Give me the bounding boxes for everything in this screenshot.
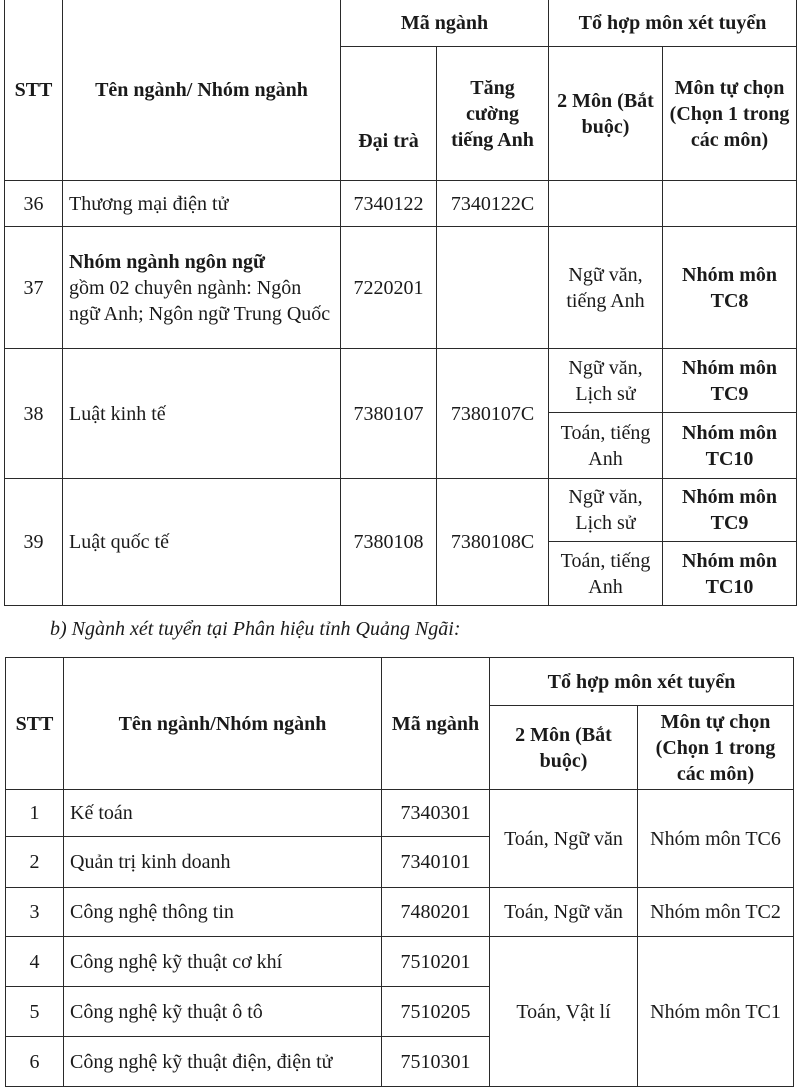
row-code-regular: 7220201 [341, 227, 437, 349]
row-stt: 37 [5, 227, 63, 349]
row-elective-empty [663, 181, 797, 227]
row-required-empty [549, 181, 663, 227]
row-code-regular: 7380108 [341, 479, 437, 606]
row-elective: Nhóm môn TC9 [663, 479, 797, 542]
row-code: 7510301 [382, 1037, 490, 1087]
row-required: Toán, tiếng Anh [549, 542, 663, 606]
header-code: Mã ngành [382, 658, 490, 790]
row-code: 7510201 [382, 937, 490, 987]
row-name: gồm 02 chuyên ngành: Ngôn ngữ Anh; Ngôn ngữ Trung Quốc [69, 276, 331, 325]
admission-table-main [4, 0, 797, 606]
row-name: Công nghệ kỹ thuật cơ khí [64, 937, 382, 987]
row-code-regular: 7340122 [341, 181, 437, 227]
header-required: 2 Môn (Bắt buộc) [549, 47, 663, 181]
header-combo-group: Tổ hợp môn xét tuyển [549, 0, 797, 47]
row-stt: 6 [6, 1037, 64, 1087]
row-code: 7480201 [382, 888, 490, 937]
row-code-english: 7380108C [437, 479, 549, 606]
table-row [5, 349, 797, 413]
header-required: 2 Môn (Bắt buộc) [490, 706, 638, 790]
row-name: Công nghệ kỹ thuật điện, điện tử [64, 1037, 382, 1087]
row-code-regular: 7380107 [341, 349, 437, 479]
row-elective: Nhóm môn TC10 [663, 542, 797, 606]
row-name: Công nghệ thông tin [64, 888, 382, 937]
row-code-english: 7340122C [437, 181, 549, 227]
row-name-cell [63, 227, 341, 349]
header-elective: Môn tự chọn (Chọn 1 trong các môn) [663, 47, 797, 181]
row-code-english [437, 227, 549, 349]
row-stt: 39 [5, 479, 63, 606]
header-name: Tên ngành/ Nhóm ngành [63, 0, 341, 181]
header-stt: STT [5, 0, 63, 181]
row-required: Toán, Ngữ văn [490, 888, 638, 937]
row-required: Ngữ văn, Lịch sử [549, 349, 663, 413]
row-stt: 5 [6, 987, 64, 1037]
row-code-english: 7380107C [437, 349, 549, 479]
table-row [5, 479, 797, 542]
row-name: Kế toán [64, 790, 382, 837]
table-row [6, 888, 794, 937]
row-required: Toán, tiếng Anh [549, 413, 663, 479]
header-stt: STT [6, 658, 64, 790]
row-code: 7340301 [382, 790, 490, 837]
admission-table-quang-ngai [5, 657, 794, 1087]
row-required: Toán, Vật lí [490, 937, 638, 1087]
row-name: Quản trị kinh doanh [64, 837, 382, 888]
header-elective: Môn tự chọn (Chọn 1 trong các môn) [638, 706, 794, 790]
row-elective: Nhóm môn TC6 [638, 790, 794, 888]
table-row [6, 790, 794, 837]
table-row [6, 937, 794, 987]
row-elective: Nhóm môn TC1 [638, 937, 794, 1087]
row-name: Thương mại điện tử [63, 181, 341, 227]
row-required: Ngữ văn, Lịch sử [549, 479, 663, 542]
row-elective: Nhóm môn TC9 [663, 349, 797, 413]
row-elective: Nhóm môn TC2 [638, 888, 794, 937]
row-name-bold: Nhóm ngành ngôn ngữ [69, 250, 265, 273]
header-code-english: Tăng cường tiếng Anh [437, 47, 549, 181]
row-elective: Nhóm môn TC10 [663, 413, 797, 479]
row-stt: 38 [5, 349, 63, 479]
header-code-regular: Đại trà [341, 47, 437, 181]
table-row [5, 227, 797, 349]
header-combo-group: Tổ hợp môn xét tuyển [490, 658, 794, 706]
row-required: Ngữ văn, tiếng Anh [549, 227, 663, 349]
header-code-group: Mã ngành [341, 0, 549, 47]
row-name: Luật kinh tế [63, 349, 341, 479]
row-stt: 1 [6, 790, 64, 837]
section-b-caption: b) Ngành xét tuyển tại Phân hiệu tỉnh Quảng Ngãi: [50, 618, 461, 640]
row-code: 7340101 [382, 837, 490, 888]
row-elective: Nhóm môn TC8 [663, 227, 797, 349]
row-stt: 4 [6, 937, 64, 987]
row-name: Luật quốc tế [63, 479, 341, 606]
header-name: Tên ngành/Nhóm ngành [64, 658, 382, 790]
row-stt: 2 [6, 837, 64, 888]
row-name: Công nghệ kỹ thuật ô tô [64, 987, 382, 1037]
table-row [5, 181, 797, 227]
row-required: Toán, Ngữ văn [490, 790, 638, 888]
row-code: 7510205 [382, 987, 490, 1037]
row-stt: 3 [6, 888, 64, 937]
row-stt: 36 [5, 181, 63, 227]
